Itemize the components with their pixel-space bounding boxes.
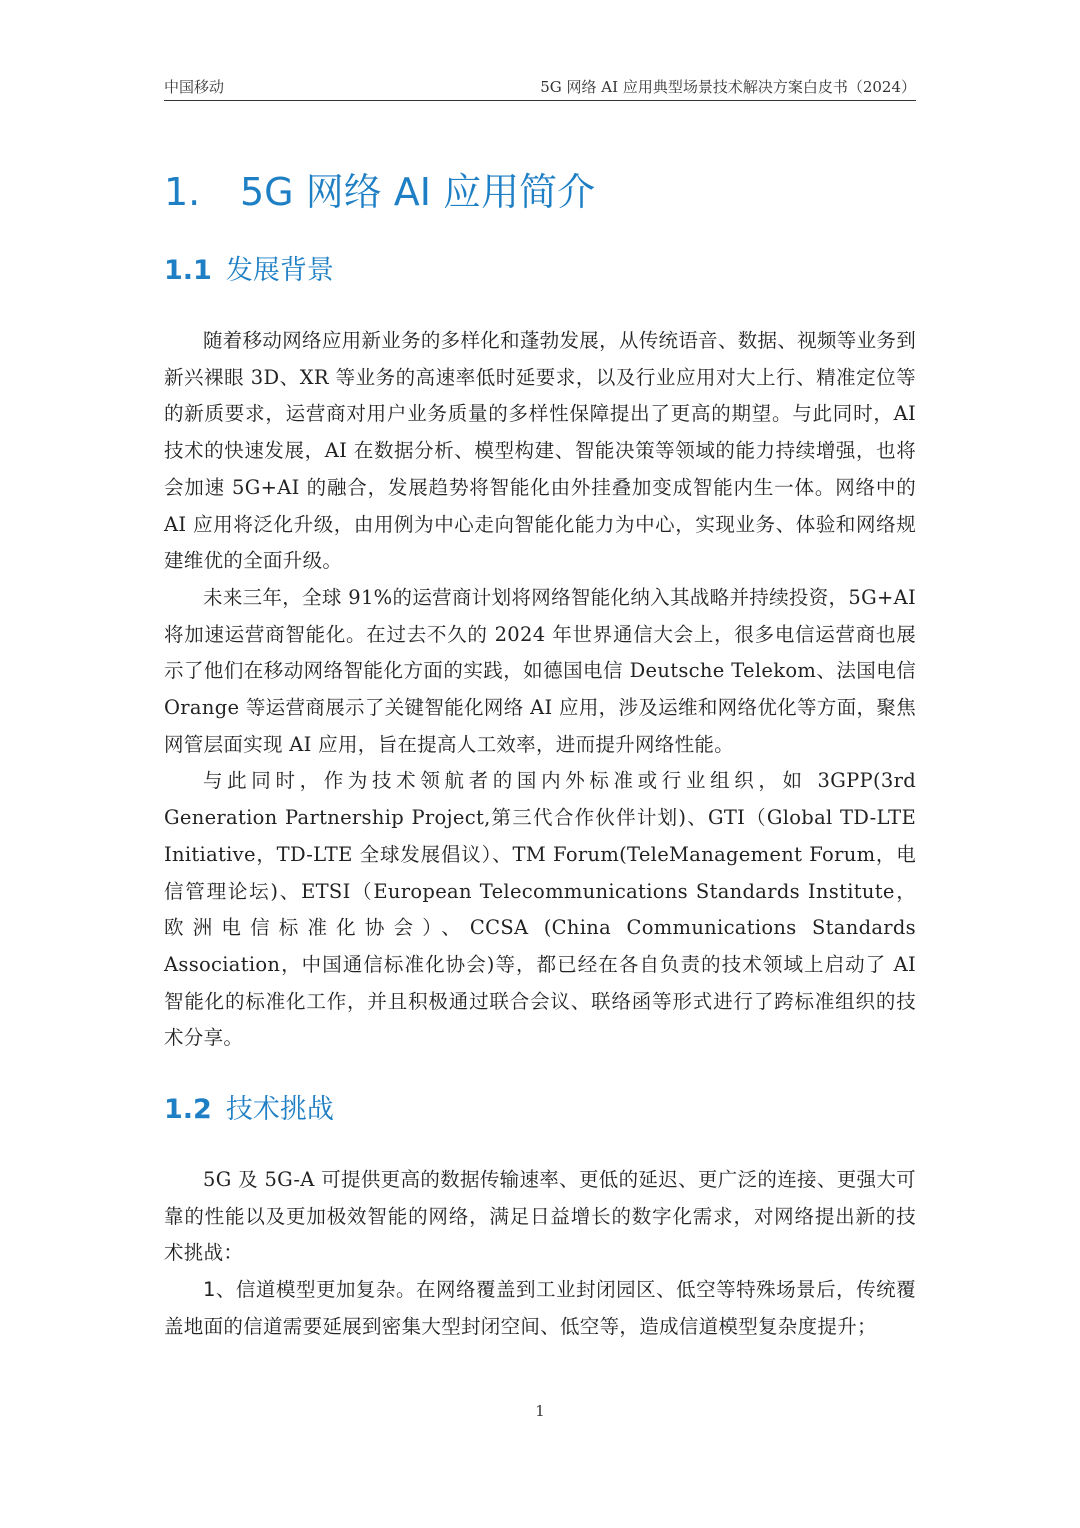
list-item-lead: 1、信道模型更加复杂。 — [203, 1278, 416, 1302]
list-item — [164, 1272, 916, 1345]
paragraph: 5G 及 5G-A 可提供更高的数据传输速率、更低的延迟、更广泛的连接、更强大可靠的性能以及更加极效智能的网络，满足日益增长的数字化需求，对网络提出新的技术挑战： — [164, 1168, 916, 1265]
chapter-number: 1. — [164, 170, 201, 214]
paragraph: 随着移动网络应用新业务的多样化和蓬勃发展，从传统语音、数据、视频等业务到新兴裸眼 3D、XR 等业务的高速率低时延要求，以及行业应用对大上行、精准定位等的新质要求，运营商对用户业务质量的多样性保障提出了更高的期望。与此同时，AI 技术的快速发展，AI 在数据分析、模型构建、智能决策等领域的能力持续增强，也将会加速 5G+AI 的融合，发展趋势将智能化由外挂叠加变成智能内生一体。网络中的 AI 应用将泛化升级，由用例为中心走向智能化能力为中心，实现业务、体验和网络规建维优的全面升级。 — [164, 329, 916, 573]
section-number: 1.2 — [164, 1094, 212, 1125]
page-number: 1 — [535, 1402, 545, 1420]
paragraph: 未来三年，全球 91%的运营商计划将网络智能化纳入其战略并持续投资，5G+AI 将加速运营商智能化。在过去不久的 2024 年世界通信大会上，很多电信运营商也展示了他们在移动网络智能化方面的实践，如德国电信 Deutsche Telekom、法国电信 Orange 等运营商展示了关键智能化网络 AI 应用，涉及运维和网络优化等方面，聚焦网管层面实现 AI 应用，旨在提高人工效率，进而提升网络性能。 — [164, 585, 916, 756]
chapter-title — [164, 166, 595, 218]
list-item-body: 在网络覆盖到工业封闭园区、低空等特殊场景后，传统覆盖地面的信道需要延展到密集大型封闭空间、低空等，造成信道模型复杂度提升； — [164, 1278, 916, 1338]
page-header — [164, 76, 916, 101]
header-org: 中国移动 — [164, 78, 225, 96]
header-doc-title: 5G 网络 AI 应用典型场景技术解决方案白皮书（2024） — [540, 78, 916, 96]
chapter-title-text: 5G 网络 AI 应用简介 — [240, 170, 596, 214]
section-heading-1-1 — [164, 251, 334, 291]
section-title-text: 发展背景 — [225, 255, 334, 286]
section-heading-1-2 — [164, 1090, 334, 1130]
section-number: 1.1 — [164, 255, 212, 286]
section-title-text: 技术挑战 — [225, 1094, 334, 1125]
section-1-1-body — [164, 323, 916, 1057]
paragraph: 与此同时，作为技术领航者的国内外标准或行业组织，如 3GPP(3rd Generation Partnership Project,第三代合作伙伴计划)、GTI（Global TD-LTE Initiative，TD-LTE 全球发展倡议）、TM Forum(TeleManagement Forum，电信管理论坛)、ETSI（European Telecommunications Standards Institute，欧洲电信标准化协会）、CCSA (China Communications Standards Association，中国通信标准化协会)等，都已经在各自负责的技术领域上启动了 AI 智能化的标准化工作，并且积极通过联合会议、联络函等形式进行了跨标准组织的技术分享。 — [164, 769, 916, 1050]
section-1-2-body — [164, 1162, 916, 1346]
